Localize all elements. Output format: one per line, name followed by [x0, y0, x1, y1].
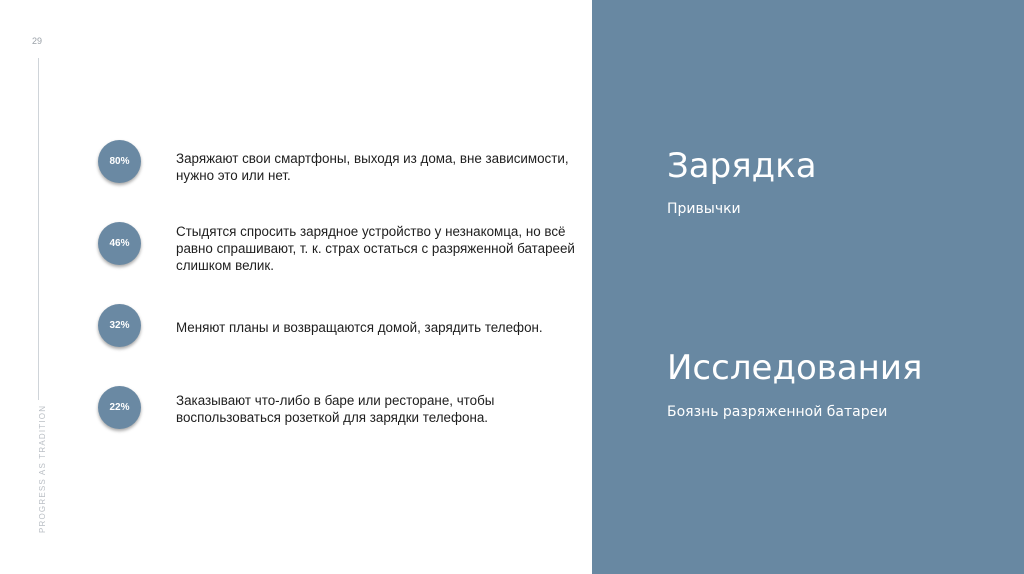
stat-percent-badge: 32% [98, 304, 141, 347]
side-divider-line [38, 58, 39, 400]
stat-percent-badge: 22% [98, 386, 141, 429]
stat-item [98, 222, 575, 273]
panel-title-charging: Зарядка [667, 146, 817, 186]
panel-subtitle-habits: Привычки [667, 201, 741, 217]
stat-text: Заряжают свои смартфоны, выходя из дома, вне зависимости, нужно это или нет. [176, 151, 569, 183]
right-panel [592, 0, 1024, 574]
stat-text: Меняют планы и возвращаются домой, зарядить телефон. [176, 320, 543, 335]
panel-title-research: Исследования [667, 348, 923, 388]
side-caption: PROGRESS AS TRADITION [38, 404, 47, 533]
stat-text: Стыдятся спросить зарядное устройство у незнакомца, но всё равно спрашивают, т. к. страх остаться с разряженной батареей слишком велик. [176, 224, 575, 273]
page-number: 29 [32, 36, 43, 46]
stat-percent-badge: 80% [98, 140, 141, 183]
panel-subtitle-battery-fear: Боязнь разряженной батареи [667, 404, 888, 420]
stat-item [98, 304, 568, 350]
stat-percent-badge: 46% [98, 222, 141, 265]
stat-item [98, 140, 568, 186]
stat-text: Заказывают что-либо в баре или ресторане, чтобы воспользоваться розеткой для зарядки телефона. [176, 393, 495, 425]
stat-item [98, 386, 568, 432]
